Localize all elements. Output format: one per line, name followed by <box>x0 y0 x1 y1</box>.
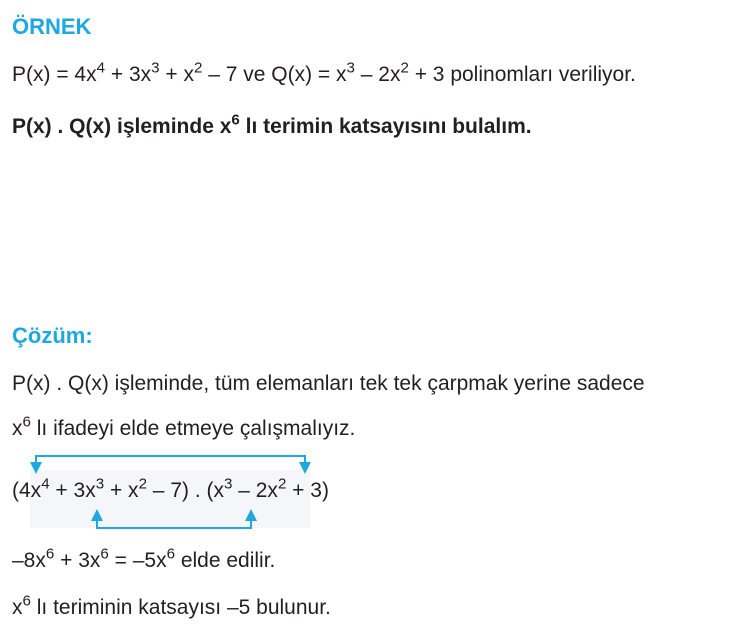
question-exponent: 6 <box>231 111 240 129</box>
result-part: –8x <box>12 549 46 572</box>
conclusion-text: lı teriminin katsayısı –5 bulunur. <box>30 596 331 619</box>
p-exponent: 3 <box>151 59 160 77</box>
x-exponent: 6 <box>22 592 31 610</box>
p-q-connector: – 7 ve Q(x) = x <box>202 63 347 86</box>
x-base: x <box>12 417 23 440</box>
product-exponent: 4 <box>41 475 50 493</box>
p-prefix: P(x) = 4x <box>12 63 97 86</box>
product-part: – 2x <box>232 479 278 502</box>
question-line <box>12 111 532 139</box>
solution-line-2-text: lı ifadeyi elde etmeye çalışmalıyız. <box>30 417 356 440</box>
product-part: (4x <box>12 479 42 502</box>
q-term: – 2x <box>354 63 401 86</box>
product-part: + 3x <box>49 479 96 502</box>
result-exponent: 6 <box>166 545 175 563</box>
product-exponent: 3 <box>95 475 105 493</box>
p-term: + x <box>159 63 194 86</box>
example-heading: ÖRNEK <box>12 14 92 39</box>
product-part: + x <box>104 479 139 502</box>
product-exponent: 2 <box>277 475 287 493</box>
product-exponent: 3 <box>224 475 233 493</box>
p-exponent: 4 <box>96 59 106 77</box>
product-part: + 3) <box>286 479 329 502</box>
p-term: + 3x <box>105 63 152 86</box>
solution-heading: Çözüm: <box>12 323 93 348</box>
product-part: – 7) . (x <box>146 479 224 502</box>
result-exponent: 6 <box>45 545 55 563</box>
solution-line-1: P(x) . Q(x) işleminde, tüm elemanları tek tek çarpmak yerine sadece <box>12 372 645 395</box>
q-exponent: 2 <box>400 59 409 77</box>
q-exponent: 3 <box>346 59 355 77</box>
question-prefix: P(x) . Q(x) işleminde x <box>12 115 232 138</box>
q-end: + 3 polinomları veriliyor. <box>408 63 636 86</box>
question-suffix: lı terimin katsayısını bulalım. <box>239 115 532 138</box>
x-exponent: 6 <box>22 413 31 431</box>
product-expression <box>12 475 329 503</box>
product-exponent: 2 <box>138 475 147 493</box>
x-base: x <box>12 596 23 619</box>
result-exponent: 6 <box>100 545 109 563</box>
polynomials-line <box>12 59 636 87</box>
top-arrow <box>36 456 305 466</box>
p-exponent: 2 <box>193 59 203 77</box>
conclusion-line <box>12 592 331 620</box>
result-line <box>12 545 276 573</box>
result-part: elde edilir. <box>175 549 276 572</box>
result-part: = –5x <box>108 549 167 572</box>
result-part: + 3x <box>54 549 101 572</box>
solution-line-2 <box>12 413 356 441</box>
